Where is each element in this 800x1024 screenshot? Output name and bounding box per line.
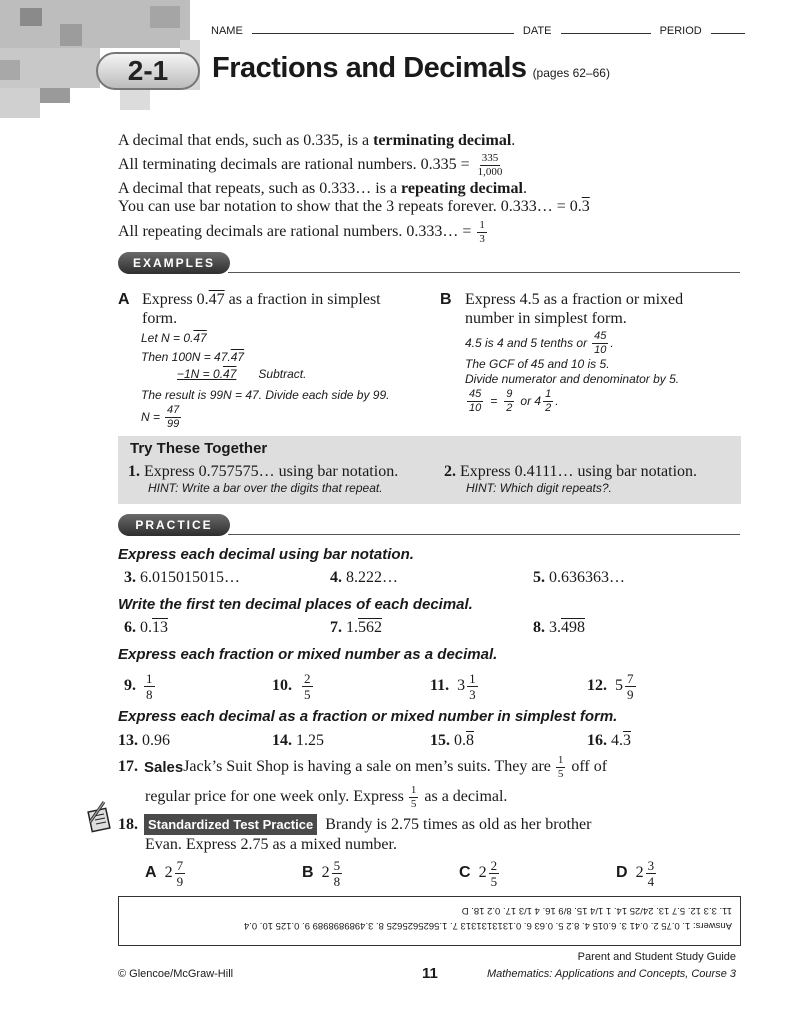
intro-line-1: A decimal that ends, such as 0.335, is a terminating decimal. [118,132,516,149]
intro-line-4: You can use bar notation to show that the 3 repeats forever. 0.333… = 0.3 [118,198,590,215]
page-title-row [212,52,610,85]
answers-line-2: 11. 3.3 12. 5.7 13. 24/25 14. 1 1/4 15. 8/9 16. 4 1/3 17. 0.2 18. D [461,905,732,916]
footer-course: Mathematics: Applications and Concepts, Course 3 [486,968,736,980]
problem-5: 5. 0.636363… [533,569,625,586]
instruction-bar-notation: Express each decimal using bar notation. [118,546,414,563]
example-a-step-2: Then 100N = 47.47 [141,350,245,364]
footer-guide: Parent and Student Study Guide [577,951,736,963]
date-field[interactable] [561,33,651,34]
try-question-2: 2. Express 0.4111… using bar notation. HINT: Which digit repeats?. [444,463,698,495]
page-number: 11 [422,965,438,982]
examples-divider [228,272,740,273]
term-terminating-decimal: terminating decimal [373,132,512,149]
practice-banner: PRACTICE [118,514,230,536]
intro-line-3: A decimal that repeats, such as 0.333… is a repeating decimal. [118,180,527,197]
problem-16: 16. 4.3 [587,732,631,749]
example-a-letter: A [118,291,130,308]
copyright-icon: © [118,968,127,980]
try-question-1: 1. Express 0.757575… using bar notation. HINT: Write a bar over the digits that repeat. [128,463,399,495]
instruction-decimal-to-fraction: Express each decimal as a fraction or mixed number in simplest form. [118,708,618,725]
try-these-together-box [118,436,741,504]
problem-3: 3. 6.015015015… [124,569,240,586]
intro-line-2: All terminating decimals are rational numbers. 0.335 = $\frac{335}{1,000}$ [118,151,503,178]
pencil-test-icon [80,800,116,836]
term-repeating-decimal: repeating decimal [401,180,523,197]
answers-box [118,896,741,946]
page-range: (pages 62–66) [532,66,610,80]
page-title: Fractions and Decimals [212,52,527,84]
fraction-1-3: $\frac{1}{3}$ [479,218,485,245]
problem-8: 8. 3.498 [533,619,585,636]
example-a: A Express 0.47 as a fraction in simplest form. Let N = 0.47 Then 100N = 47.47 −1N = 0.47 Subtract. The result is 99N = 47. Divide each side by 99. N = $\frac{47}{99}$ [118,290,438,430]
instruction-fraction-to-decimal: Express each fraction or mixed number as a decimal. [118,646,498,663]
choice-b[interactable]: B 2 $\frac{5}{8}$ [302,857,341,889]
lesson-number: 2-1 [127,55,169,86]
standardized-test-badge: Standardized Test Practice [144,814,317,835]
problem-15: 15. 0.8 [430,732,474,749]
example-a-step-3: −1N = 0.47 Subtract. [177,367,307,381]
problem-11: 11. 3 $\frac{1}{3}$ [430,670,476,702]
try-these-together-title: Try These Together [130,440,268,457]
problem-12: 12. 5 $\frac{7}{9}$ [587,670,634,702]
problem-13: 13. 0.96 [118,732,170,749]
problem-10: 10. $\frac{2}{5}$ [272,670,311,702]
problem-9: 9. $\frac{1}{8}$ [124,670,153,702]
examples-banner: EXAMPLES [118,252,230,274]
problem-18: 18. Standardized Test Practice Brandy is 2.75 times as old as her brother Evan. Express 2.75 as a mixed number. [118,816,592,853]
instruction-ten-places: Write the first ten decimal places of each decimal. [118,596,473,613]
example-a-step-5: N = $\frac{47}{99}$ [141,403,180,430]
answers-line-1: Answers: 1. 0.75 2. 0.41 3. 6.015 4. 8.2 5. 0.63 6. 0.1313131313 7. 1.5625625625 8. 3.4989898989 9. 0.125 10. 0.4 [243,920,732,931]
intro [118,130,758,246]
fraction-335-1000: $\frac{335}{1,000}$ [477,151,503,178]
example-b-letter: B [440,291,452,308]
lesson-number-pill [96,52,200,90]
problem-7: 7. 1.562 [330,619,382,636]
choice-d[interactable]: D 2 $\frac{3}{4}$ [616,857,655,889]
example-b-step-4: $\frac{45}{10}$ = $\frac{9}{2}$ or 4 $\frac{1}{2}$ . [469,387,559,414]
problem-14: 14. 1.25 [272,732,324,749]
name-field[interactable] [252,33,514,34]
example-a-step-4: The result is 99N = 47. Divide each side by 99. [141,388,390,402]
example-a-step-1: Let N = 0.47 [141,331,207,345]
problem-4: 4. 8.222… [330,569,398,586]
period-field[interactable] [711,33,745,34]
practice-divider [228,534,740,535]
footer-publisher: © Glencoe/McGraw-Hill [118,968,234,980]
example-b-step-1: 4.5 is 4 and 5 tenths or $\frac{45}{10}$ . [465,329,614,356]
choice-c[interactable]: C 2 $\frac{2}{5}$ [459,857,498,889]
choice-a[interactable]: A 2 $\frac{7}{9}$ [145,857,184,889]
period-label: PERIOD [659,25,702,37]
example-b-step-3: Divide numerator and denominator by 5. [465,372,680,386]
date-label: DATE [522,25,552,37]
intro-line-5: All repeating decimals are rational numbers. 0.333… = $\frac{1}{3}$ [118,218,485,245]
name-label: NAME [211,25,243,37]
example-b-step-2: The GCF of 45 and 10 is 5. [465,357,610,371]
name-date-period-line [211,25,745,37]
problem-6: 6. 0.13 [124,619,168,636]
example-b: B Express 4.5 as a fraction or mixed number in simplest form. 4.5 is 4 and 5 tenths or $\frac{45}{10}$ . The GCF of 45 and 10 is 5. Divide numerator and denominator by 5. $\frac{45}{10}$ = $\frac{9}{2}$ or 4 $\frac{1}{2}$ . [440,290,740,415]
problem-17: 17. Sales Jack’s Suit Shop is having a sale on men’s suits. They are $\frac{1}{5}$ off of regular price for one week only. Express $\frac{1}{5}$ as a decimal. [118,753,608,810]
